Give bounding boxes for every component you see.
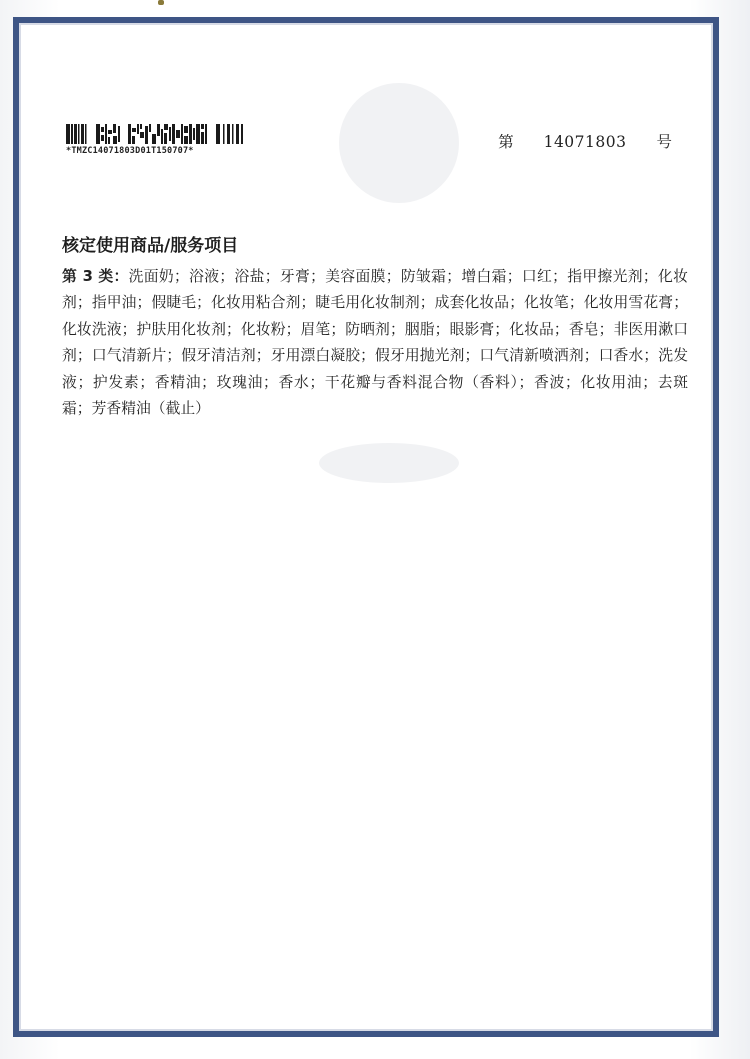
goods-items-text: 洗面奶；浴液；浴盐；牙膏；美容面膜；防皱霜；增白霜；口红；指甲擦光剂；化妆剂；指甲油；假睫毛；化妆用粘合剂；睫毛用化妆制剂；成套化妆品；化妆笔；化妆用雪花膏；化妆洗液；护肤用化妆剂；化妆粉；眉笔；防晒剂；胭脂；眼影膏；化妆品；香皂；非医用漱口剂；口气清新片；假牙清洁剂；牙用漂白凝胶；假牙用抛光剂；口气清新喷洒剂；口香水；洗发液；护发素；香精油；玫瑰油；香水；干花瓣与香料混合物（香料）；香波；化妆用油；去斑霜；芳香精油（截止） [62, 268, 688, 418]
class-label: 第 3 类： [62, 268, 129, 285]
registration-number [498, 130, 672, 152]
watermark-smudge [319, 443, 459, 483]
barcode-block [66, 124, 256, 156]
corner-ink-mark [158, 0, 164, 5]
watermark-smudge [339, 83, 459, 203]
goods-list-paragraph [62, 264, 688, 422]
document-border-frame [13, 17, 719, 1037]
section-heading: 核定使用商品/服务项目 [62, 236, 239, 256]
registration-number-value: 14071803 [543, 133, 627, 151]
barcode-icon [66, 124, 246, 144]
barcode-code-text: *TMZC14071803D01T150707* [66, 146, 194, 156]
registration-suffix: 号 [656, 133, 672, 151]
registration-prefix: 第 [498, 133, 514, 151]
